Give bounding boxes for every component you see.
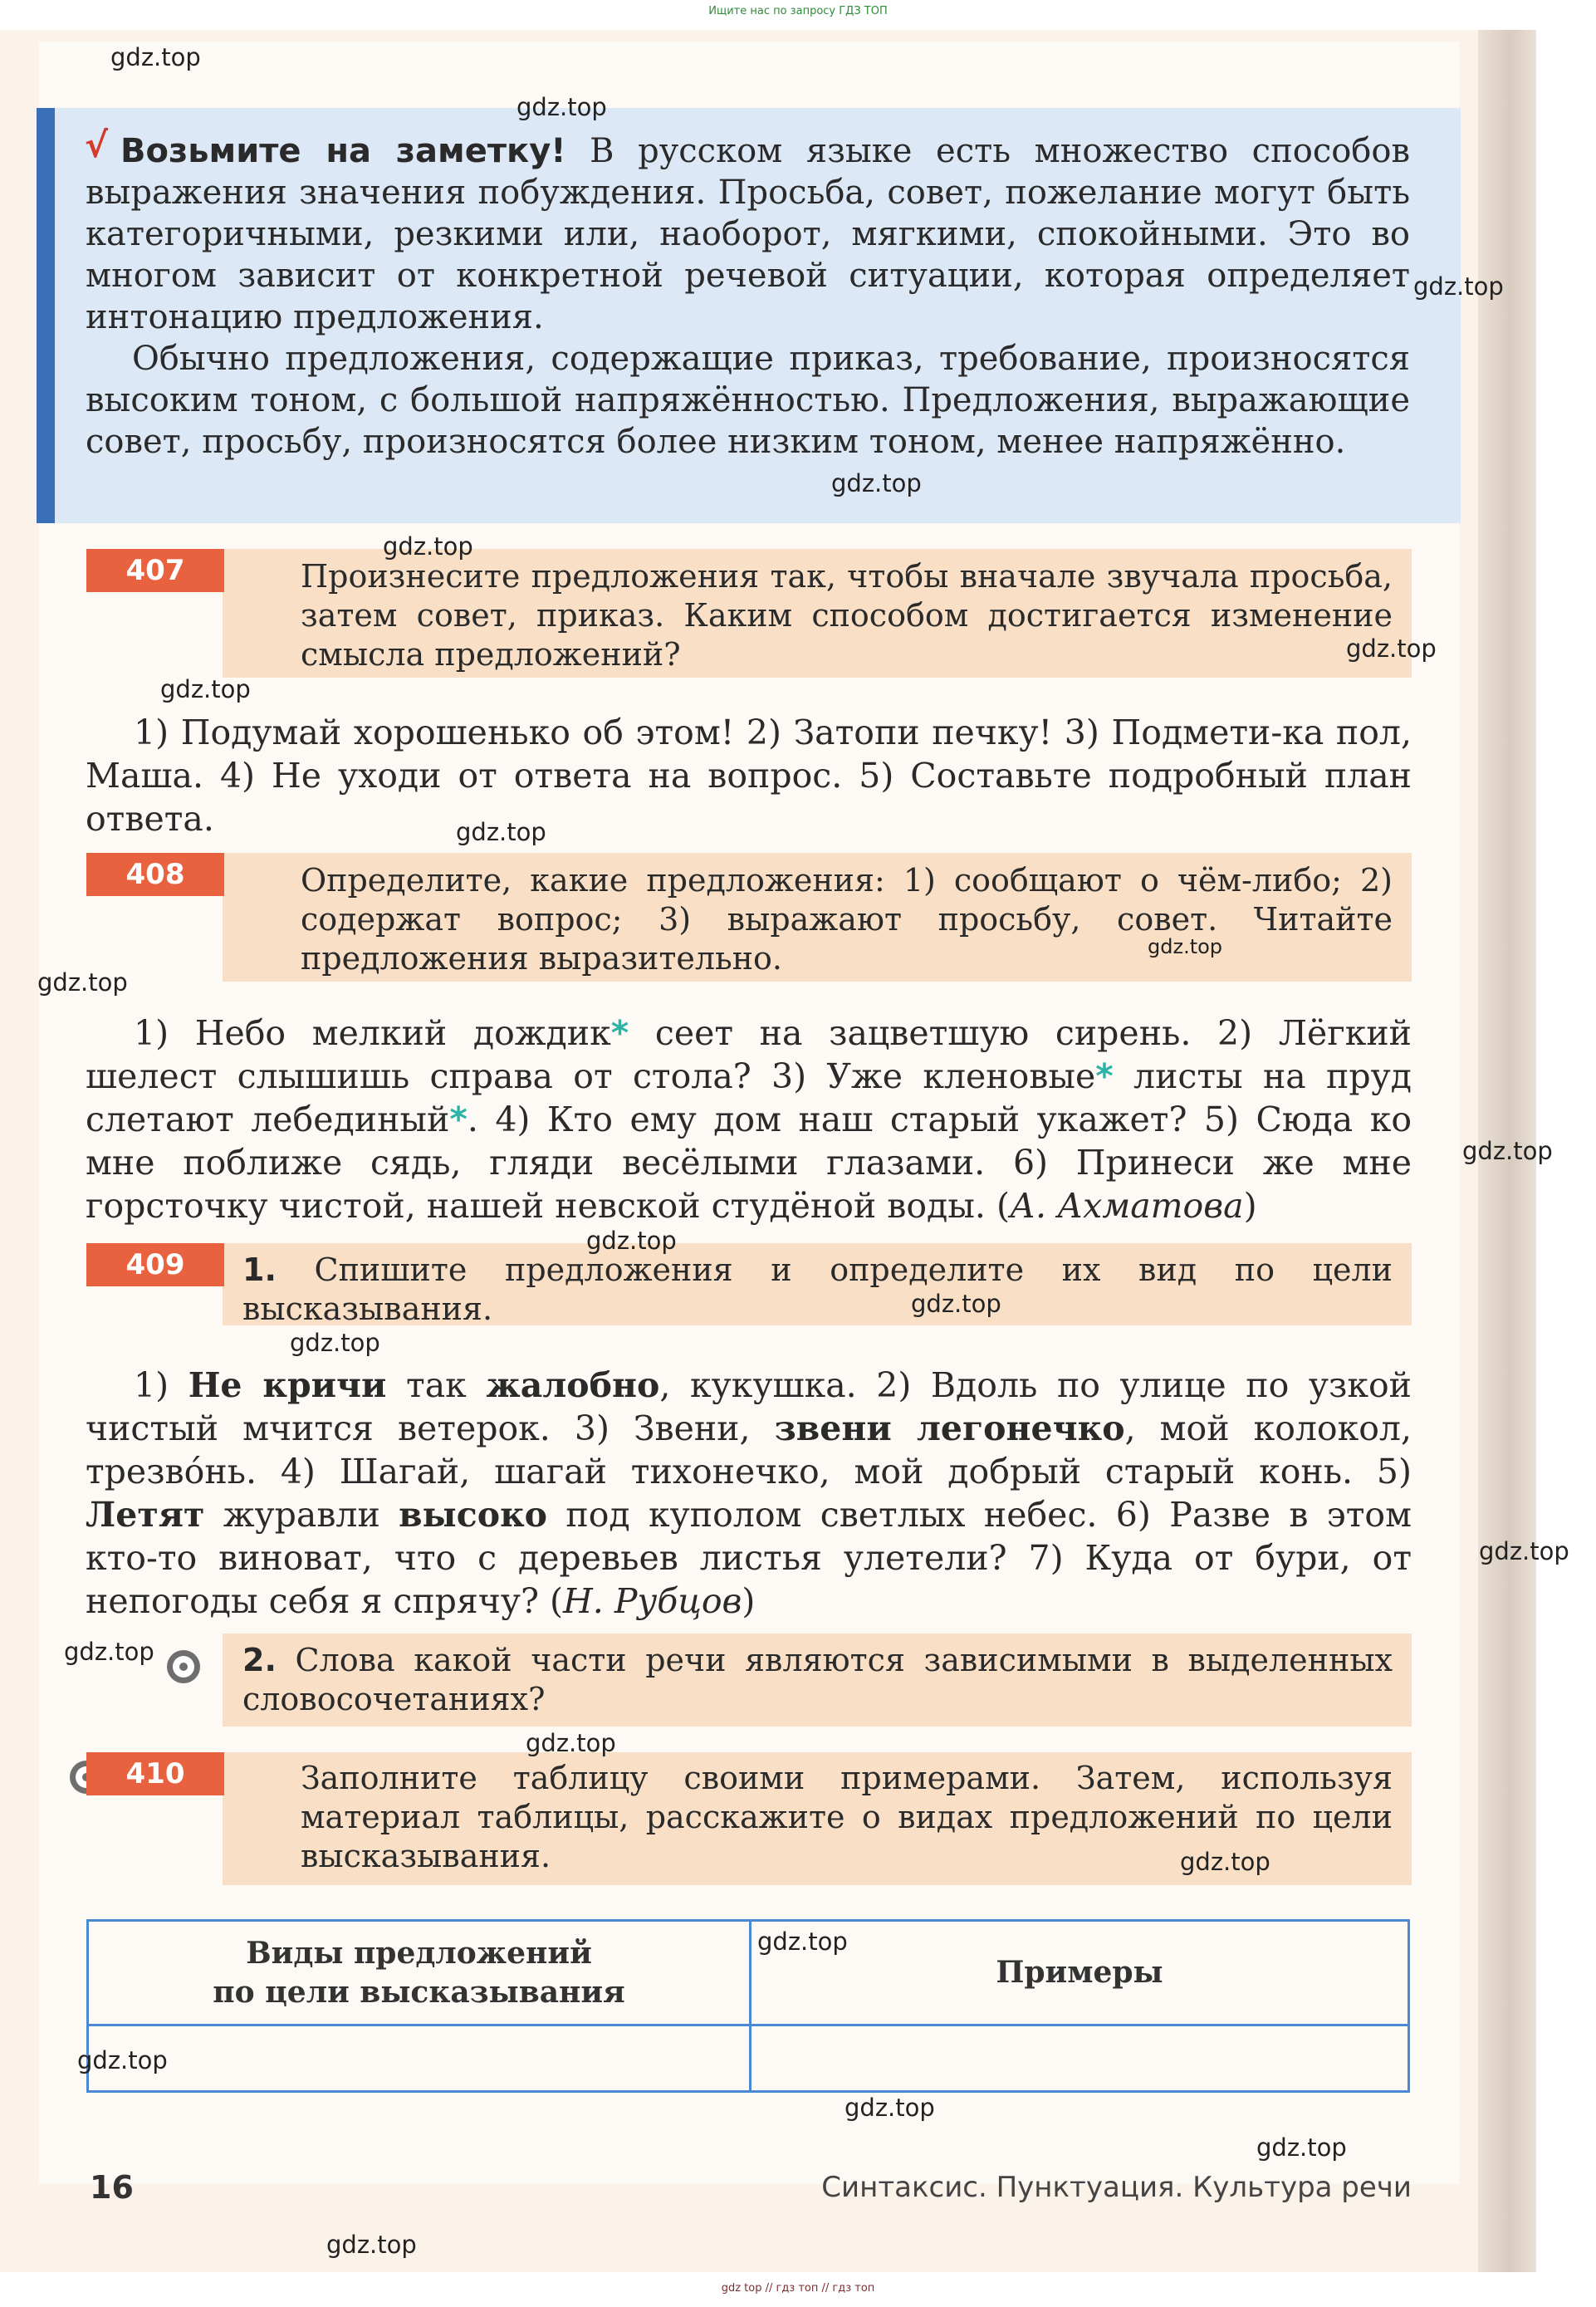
- exercise-task-409-1: [242, 1251, 1393, 1329]
- footer-note: gdz top // гдз топ // гдз топ: [721, 2282, 875, 2295]
- text-fragment: так: [386, 1365, 487, 1405]
- watermark: gdz.top: [110, 43, 201, 71]
- page-number: 16: [90, 2169, 134, 2206]
- author-name: А. Ахматова: [1009, 1186, 1244, 1226]
- header-line: по цели высказывания: [213, 1974, 625, 2010]
- watermark: gdz.top: [1148, 935, 1223, 958]
- highlighted-phrase: звени легонечко: [774, 1408, 1125, 1448]
- exercise-number-410: 410: [86, 1752, 224, 1795]
- exercise-task-410: Заполните таблицу своими примерами. Затем, используя материал таблицы, расскажите о видах предложений по цели высказывания.: [301, 1760, 1393, 1874]
- text-fragment: под куполом светлых небес. 6) Разве в этом кто-то виноват, что с деревьев листья улетели? 7) Куда от бури, от непогоды себя я спрячу? (: [86, 1495, 1412, 1621]
- text-fragment: . 4) Кто ему дом наш старый укажет? 5) Сюда ко мне поближе сядь, гляди весёлыми глазами. 6) Принеси же мне горсточку чистой, нашей невской студёной воды. (: [86, 1100, 1412, 1226]
- task-number: 2.: [242, 1642, 277, 1678]
- highlighted-phrase: жалобно: [486, 1365, 660, 1405]
- exercise-number-408: 408: [86, 853, 224, 896]
- text-fragment: ): [1243, 1186, 1257, 1226]
- running-footer-title: Синтаксис. Пунктуация. Культура речи: [821, 2171, 1412, 2204]
- watermark: gdz.top: [77, 2046, 168, 2074]
- watermark: gdz.top: [290, 1329, 380, 1357]
- text-fragment: , кукушка. 2) Вдоль по улице по узкой чистый мчится ветерок. 3) Звени,: [86, 1365, 1412, 1448]
- table-cell-empty: [88, 2025, 751, 2092]
- footnote-star: *: [610, 1013, 629, 1053]
- footnote-star: *: [449, 1100, 468, 1139]
- watermark: gdz.top: [911, 1290, 1001, 1318]
- watermark: gdz.top: [757, 1927, 848, 1956]
- exercise-task-408: Определите, какие предложения: 1) сообщают о чём-либо; 2) содержат вопрос; 3) выражают просьбу, совет. Читайте предложения выразительно.: [301, 862, 1393, 977]
- watermark: gdz.top: [1180, 1848, 1270, 1876]
- text-fragment: ): [742, 1581, 756, 1621]
- table-header-examples: Примеры: [751, 1921, 1409, 2025]
- creative-task-icon: [165, 1648, 202, 1685]
- footnote-star: *: [1095, 1056, 1114, 1096]
- watermark: gdz.top: [64, 1638, 154, 1666]
- watermark: gdz.top: [586, 1227, 677, 1255]
- rule-paragraph-2: Обычно предложения, содержащие приказ, требование, произносятся высоким тоном, с большой напряжённостью. Предложения, выражающие совет, просьбу, произносятся более низким тоном, менее напряжённо.: [86, 340, 1410, 461]
- text-fragment: 1): [134, 1365, 188, 1405]
- task-text: Спишите предложения и определите их вид по цели высказывания.: [242, 1251, 1393, 1327]
- rule-heading: Возьмите на заметку!: [120, 132, 566, 170]
- task-text: Слова какой части речи являются зависимыми в выделенных словосочетаниях?: [242, 1642, 1393, 1717]
- watermark: gdz.top: [1413, 272, 1504, 301]
- author-name: Н. Рубцов: [563, 1581, 742, 1621]
- header-line: Виды предложений: [246, 1935, 592, 1971]
- task-number: 1.: [242, 1251, 277, 1288]
- text-fragment: 1) Небо мелкий дождик: [134, 1013, 611, 1053]
- text-fragment: сеет на зацветшую сирень. 2) Лёгкий шелест слышишь справа от стола? 3) Уже кленовые: [86, 1013, 1412, 1096]
- watermark: gdz.top: [37, 968, 128, 997]
- watermark: gdz.top: [831, 469, 922, 497]
- watermark: gdz.top: [160, 675, 251, 703]
- exercise-task-409-2: [242, 1641, 1393, 1719]
- table-cell-empty: [751, 2025, 1409, 2092]
- watermark: gdz.top: [516, 93, 607, 121]
- watermark: gdz.top: [1462, 1137, 1553, 1165]
- watermark: gdz.top: [1479, 1537, 1569, 1565]
- highlighted-phrase: Не кричи: [188, 1365, 387, 1405]
- text-fragment: , мой колокол, трезво́нь. 4) Шагай, шагай тихонечко, мой добрый старый конь. 5): [86, 1408, 1412, 1491]
- highlighted-phrase: высоко: [399, 1495, 548, 1535]
- header-note: Ищите нас по запросу ГДЗ ТОП: [708, 5, 888, 17]
- watermark: gdz.top: [383, 532, 473, 561]
- watermark: gdz.top: [1346, 634, 1437, 663]
- highlighted-phrase: Летят: [86, 1495, 205, 1535]
- rule-accent-bar: [37, 108, 55, 523]
- exercise-text-408: [86, 1011, 1412, 1227]
- watermark: gdz.top: [1256, 2133, 1347, 2162]
- sentence-types-table: [86, 1919, 1410, 2093]
- rule-paragraph-1: [86, 130, 1410, 338]
- watermark: gdz.top: [845, 2094, 935, 2122]
- rule-text-1: В русском языке есть множество способов выражения значения побуждения. Просьба, совет, пожелание могут быть категоричными, резкими или, наоборот, мягкими, спокойными. Это во многом зависит от конкретной речевой ситуации, которая определяет интонацию предложения.: [86, 132, 1410, 336]
- watermark: gdz.top: [526, 1729, 616, 1757]
- exercise-number-409: 409: [86, 1243, 224, 1286]
- exercise-text-407: 1) Подумай хорошенько об этом! 2) Затопи печку! 3) Подмети-ка пол, Маша. 4) Не уходи от ответа на вопрос. 5) Составьте подробный план ответа.: [86, 713, 1412, 839]
- watermark: gdz.top: [456, 818, 546, 846]
- exercise-task-407: Произнесите предложения так, чтобы вначале звучала просьба, затем совет, приказ. Каким способом достигается изменение смысла предложений?: [301, 558, 1393, 673]
- text-fragment: журавли: [204, 1495, 399, 1535]
- table-header-types: [88, 1921, 751, 2025]
- exercise-number-407: 407: [86, 549, 224, 592]
- text-fragment: листы на пруд слетают лебединый: [86, 1056, 1412, 1139]
- checkmark-icon: √: [85, 125, 109, 165]
- watermark: gdz.top: [326, 2231, 417, 2259]
- exercise-text-409: [86, 1364, 1412, 1623]
